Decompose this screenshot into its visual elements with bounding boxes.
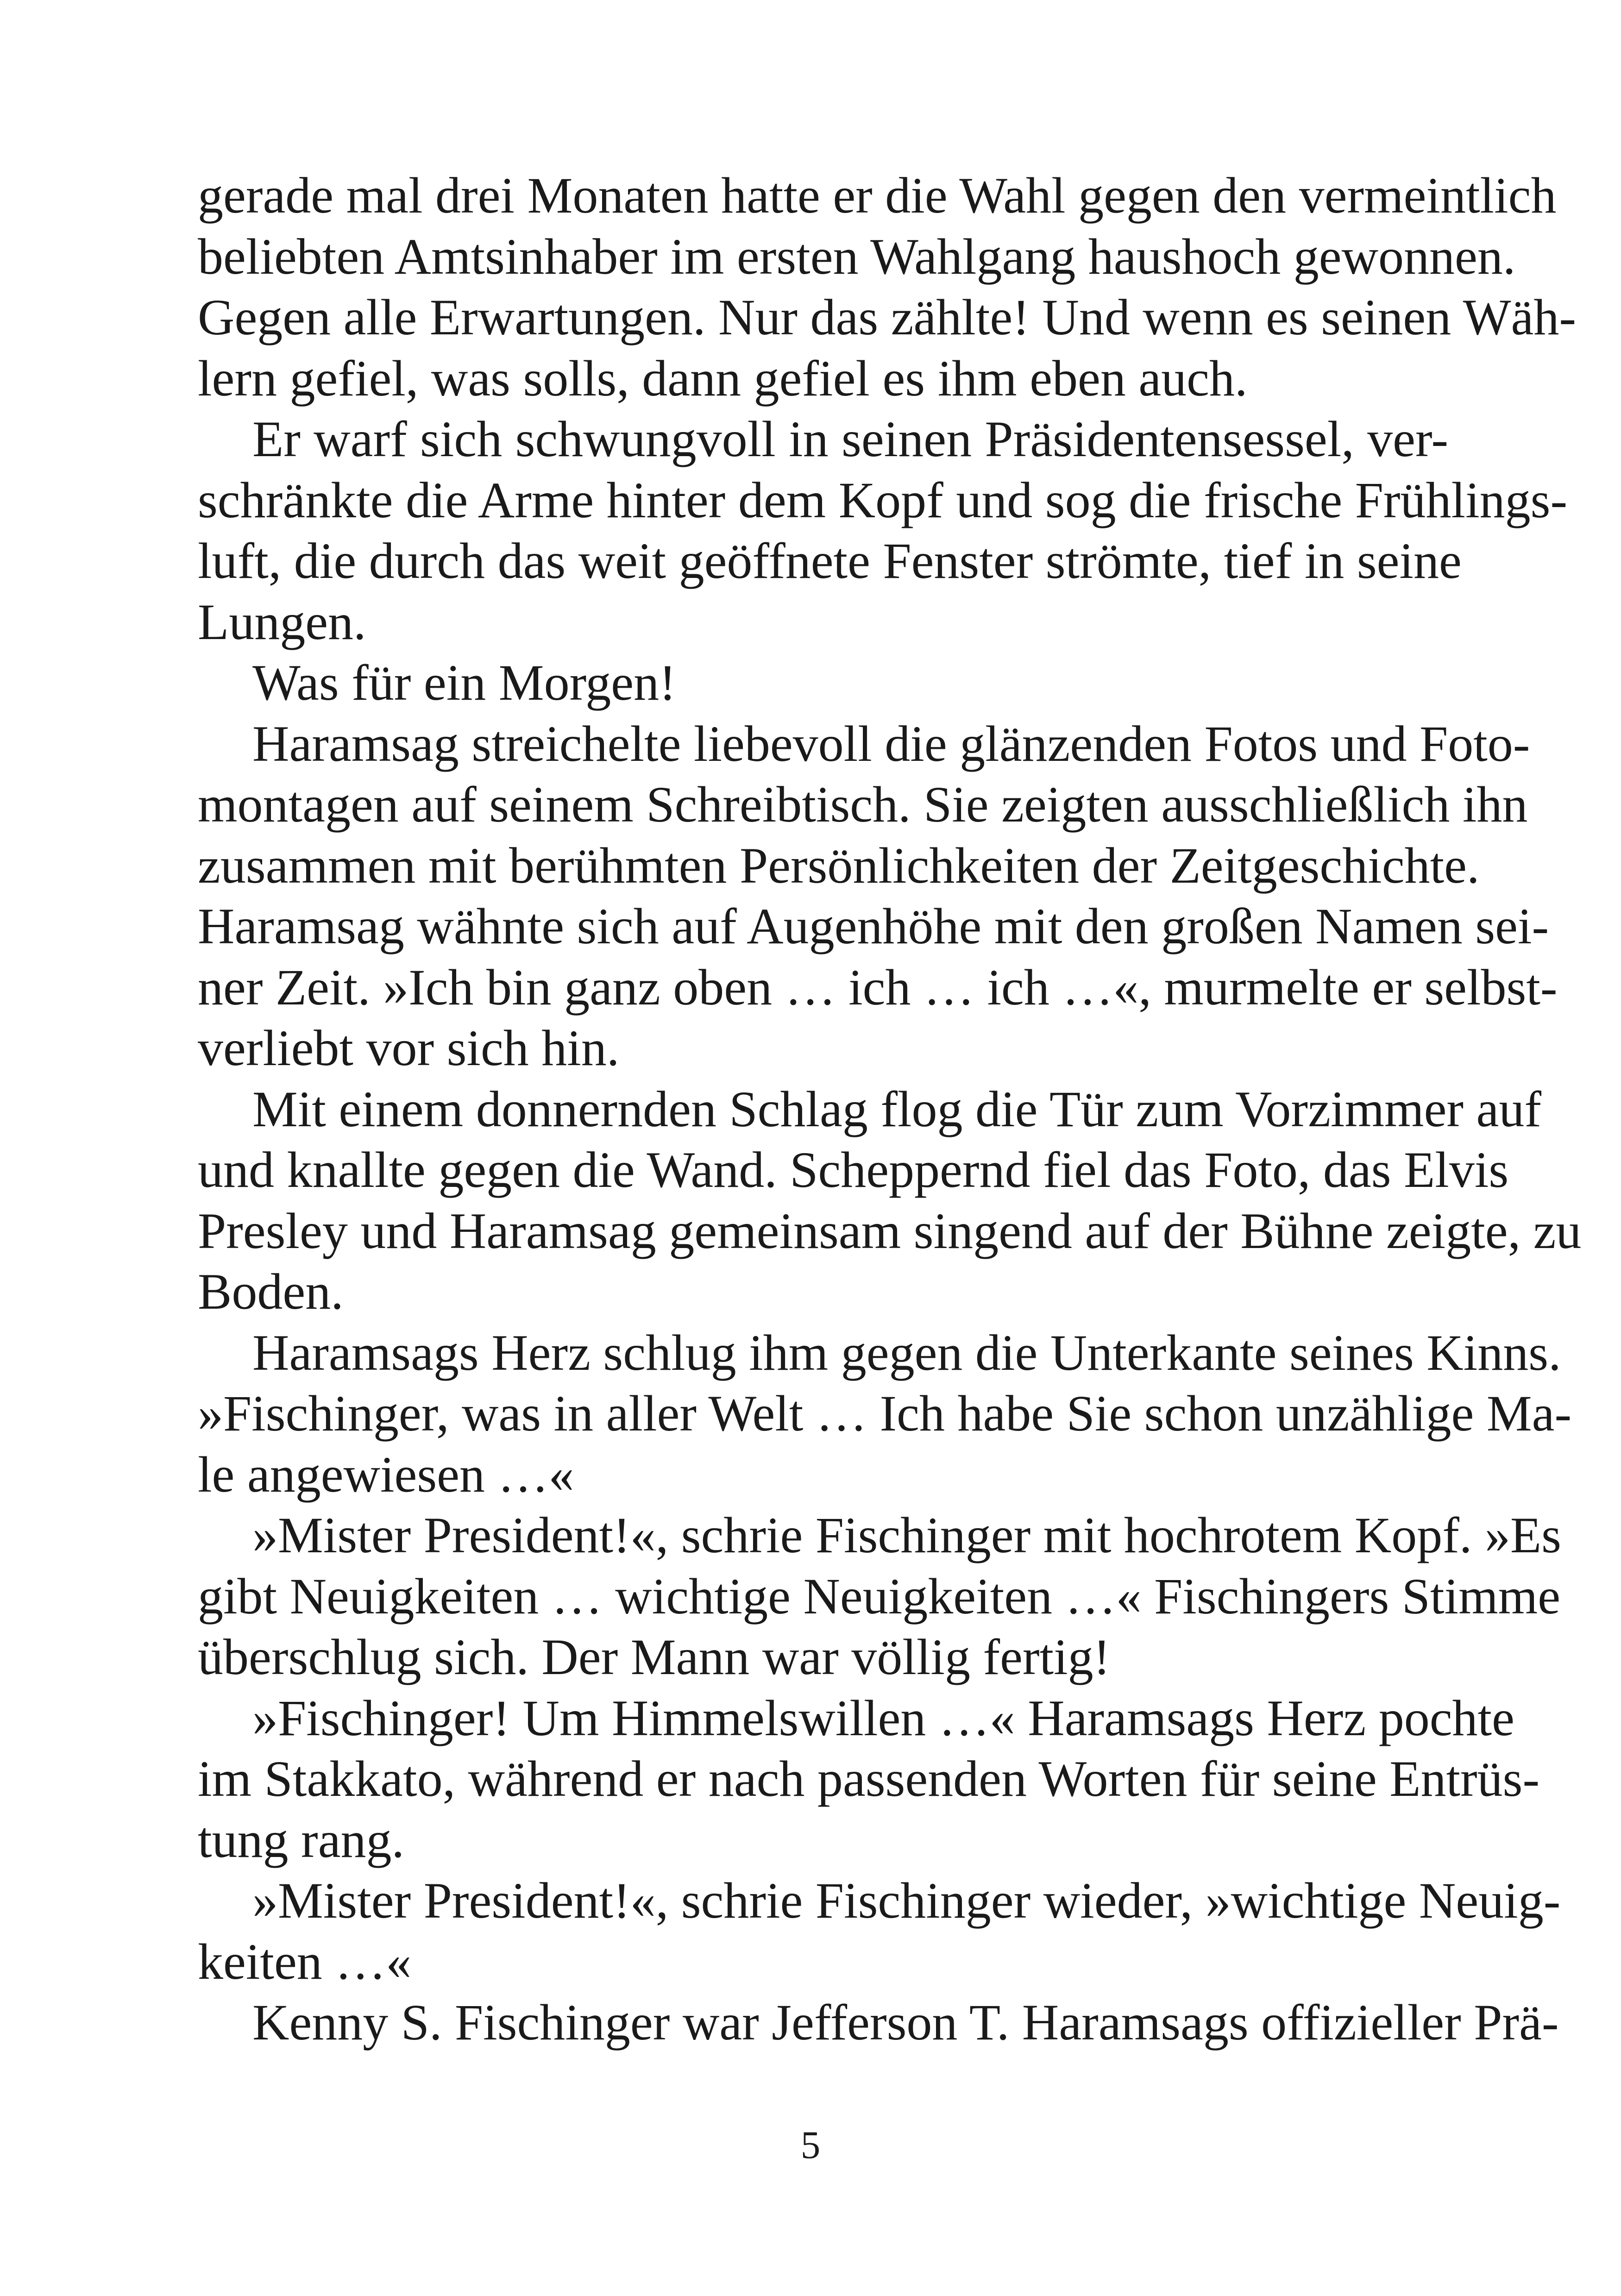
text-line: Presley und Haramsag gemeinsam singend auf der Bühne zeigte, zu (198, 1202, 1582, 1259)
text-line: Haramsag streichelte liebevoll die glänzenden Fotos und Foto- (252, 715, 1530, 772)
text-line: Gegen alle Erwartungen. Nur das zählte! Und wenn es seinen Wäh- (198, 289, 1577, 345)
text-line: Kenny S. Fischinger war Jefferson T. Haramsags offizieller Prä- (252, 1994, 1559, 2051)
text-line: im Stakkato, während er nach passenden Worten für seine Entrüs- (198, 1750, 1540, 1807)
text-line: lern gefiel, was solls, dann gefiel es ihm eben auch. (198, 350, 1248, 407)
text-line: »Mister President!«, schrie Fischinger wieder, »wichtige Neuig- (252, 1872, 1561, 1929)
text-line: gerade mal drei Monaten hatte er die Wahl gegen den vermeintlich (198, 167, 1557, 224)
text-line: montagen auf seinem Schreibtisch. Sie zeigten ausschließlich ihn (198, 776, 1528, 833)
text-line: gibt Neuigkeiten … wichtige Neuigkeiten …« Fischingers Stimme (198, 1568, 1561, 1625)
text-line: Boden. (198, 1263, 344, 1320)
text-line: tung rang. (198, 1811, 405, 1868)
text-line: Mit einem donnernden Schlag flog die Tür zum Vorzimmer auf (252, 1080, 1541, 1137)
text-line: Er warf sich schwungvoll in seinen Präsidentensessel, ver- (252, 411, 1448, 467)
text-line: Was für ein Morgen! (252, 654, 676, 711)
text-line: schränkte die Arme hinter dem Kopf und sog die frische Frühlings- (198, 471, 1568, 528)
text-line: ner Zeit. »Ich bin ganz oben … ich … ich …«, murmelte er selbst- (198, 959, 1558, 1016)
text-line: keiten …« (198, 1933, 412, 1990)
text-line: und knallte gegen die Wand. Scheppernd fiel das Foto, das Elvis (198, 1142, 1509, 1198)
text-line: le angewiesen …« (198, 1446, 574, 1503)
text-line: luft, die durch das weit geöffnete Fenster strömte, tief in seine (198, 533, 1462, 589)
body-text (198, 165, 1582, 2053)
text-line: »Mister President!«, schrie Fischinger mit hochrotem Kopf. »Es (252, 1507, 1561, 1563)
text-line: zusammen mit berühmten Persönlichkeiten der Zeitgeschichte. (198, 837, 1480, 894)
text-line: »Fischinger! Um Himmelswillen …« Haramsags Herz pochte (252, 1689, 1514, 1746)
text-line: Haramsag wähnte sich auf Augenhöhe mit den großen Namen sei- (198, 898, 1549, 954)
page-number: 5 (800, 2123, 821, 2167)
text-line: »Fischinger, was in aller Welt … Ich habe Sie schon unzählige Ma- (198, 1385, 1572, 1442)
text-line: Haramsags Herz schlug ihm gegen die Unterkante seines Kinns. (252, 1324, 1561, 1381)
text-line: beliebten Amtsinhaber im ersten Wahlgang haushoch gewonnen. (198, 228, 1516, 285)
text-line: Lungen. (198, 593, 366, 650)
text-line: verliebt vor sich hin. (198, 1020, 620, 1076)
text-line: überschlug sich. Der Mann war völlig fertig! (198, 1629, 1111, 1685)
